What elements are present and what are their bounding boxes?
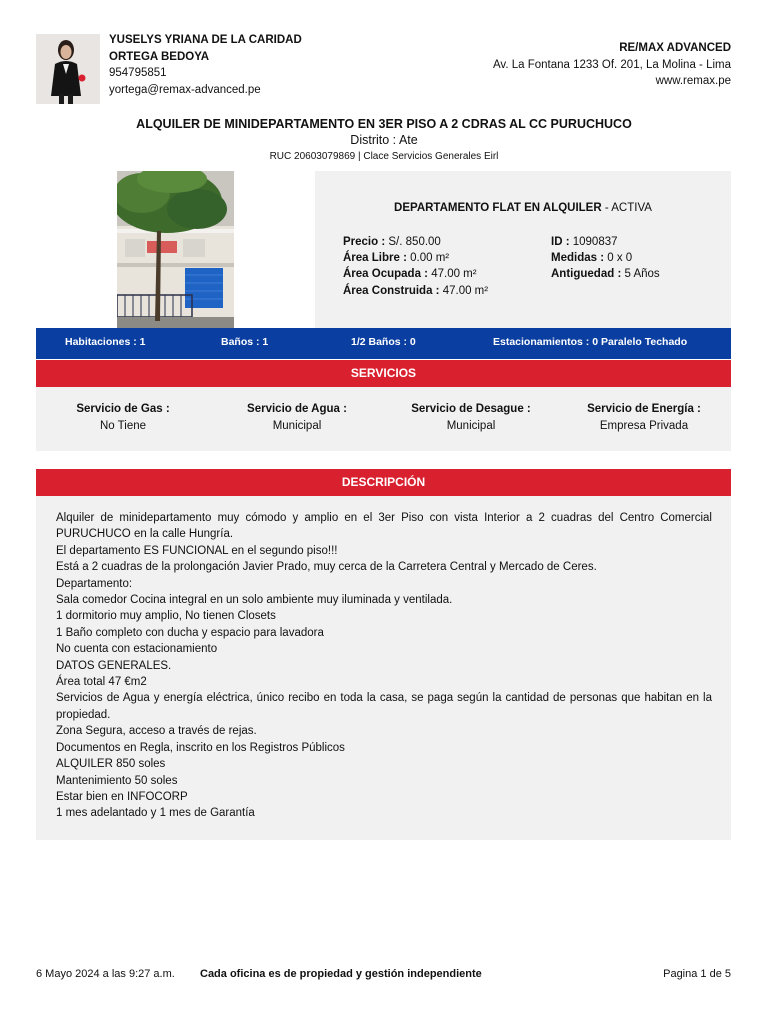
feature-banos: Baños : 1 [221, 336, 269, 348]
description-line: 1 Baño completo con ducha y espacio para lavadora [56, 626, 324, 639]
service-desague [384, 401, 558, 435]
description-line: No cuenta con estacionamiento [56, 643, 218, 656]
feature-medio-banos: 1/2 Baños : 0 [351, 336, 416, 348]
description-line: Área total 47 €m2 [56, 676, 147, 689]
detail-area-construida [343, 283, 488, 300]
listing-title: ALQUILER DE MINIDEPARTAMENTO EN 3ER PISO A 2 CDRAS AL CC PURUCHUCO [136, 117, 632, 131]
service-gas-label: Servicio de Gas : [76, 403, 170, 415]
service-energia-value: Empresa Privada [599, 420, 689, 432]
detail-area-ocupada [343, 266, 477, 283]
listing-status: - ACTIVA [604, 202, 652, 214]
listing-ruc: RUC 20603079869 | Clace Servicios Generales Eirl [269, 151, 499, 162]
detail-medidas [551, 250, 632, 267]
description-line: Zona Segura, acceso a través de rejas. [56, 725, 257, 738]
office-name: RE/MAX ADVANCED [619, 42, 731, 54]
area-ocupada-label: Área Ocupada : [343, 268, 428, 280]
district-label: Distrito : [350, 133, 397, 147]
services-panel [36, 387, 731, 451]
id-value: 1090837 [572, 236, 618, 248]
precio-value: S/. 850.00 [388, 236, 441, 248]
detail-area-libre [343, 250, 449, 267]
agent-email: yortega@remax-advanced.pe [109, 83, 261, 96]
summary-panel [315, 171, 731, 328]
description-line: Documentos en Regla, inscrito en los Registros Públicos [56, 741, 345, 754]
description-text [56, 510, 712, 822]
feature-habitaciones: Habitaciones : 1 [65, 336, 146, 348]
feature-estacionamientos: Estacionamientos : 0 Paralelo Techado [493, 336, 688, 348]
footer-notice: Cada oficina es de propiedad y gestión independiente [200, 968, 482, 980]
description-line: Servicios de Agua y energía eléctrica, único recibo en toda la casa, se paga según la cantidad de personas que habitan en la propiedad. [56, 692, 712, 721]
area-libre-label: Área Libre : [343, 252, 407, 264]
description-line: Sala comedor Cocina integral en un solo ambiente muy iluminada y ventilada. [56, 594, 453, 607]
service-desague-value: Municipal [446, 420, 496, 432]
service-energia [557, 401, 731, 435]
agent-name: YUSELYS YRIANA DE LA CARIDAD ORTEGA BEDOYA [109, 34, 302, 63]
service-agua-value: Municipal [272, 420, 322, 432]
description-line: ALQUILER 850 soles [56, 758, 166, 771]
description-line: Alquiler de minidepartamento muy cómodo y amplio en el 3er Piso con vista Interior a 2 cuadras del Centro Comercial PURUCHUCO en la calle Hungría. [56, 512, 712, 541]
description-line: Está a 2 cuadras de la prolongación Javier Prado, muy cerca de la Carretera Central y Mercado de Ceres. [56, 561, 597, 574]
service-agua [210, 401, 384, 435]
agent-info [109, 32, 324, 98]
area-libre-value: 0.00 m² [410, 252, 450, 264]
area-construida-value: 47.00 m² [442, 285, 489, 297]
property-type-heading [315, 202, 731, 214]
description-line: 1 mes adelantado y 1 mes de Garantía [56, 807, 255, 820]
office-info [493, 40, 731, 90]
antiguedad-label: Antiguedad : [551, 268, 622, 280]
service-energia-label: Servicio de Energía : [587, 403, 701, 415]
service-desague-label: Servicio de Desague : [411, 403, 531, 415]
office-address: Av. La Fontana 1233 Of. 201, La Molina - Lima [492, 58, 731, 71]
service-agua-label: Servicio de Agua : [247, 403, 347, 415]
features-bar [36, 328, 731, 359]
detail-antiguedad [551, 266, 660, 283]
description-line: Mantenimiento 50 soles [56, 774, 178, 787]
agent-photo [36, 34, 100, 104]
footer-page: Pagina 1 de 5 [663, 968, 731, 980]
detail-id [551, 234, 618, 251]
office-website: www.remax.pe [655, 75, 731, 87]
area-ocupada-value: 47.00 m² [431, 268, 477, 280]
listing-district [0, 133, 768, 147]
description-line: Estar bien en INFOCORP [56, 790, 188, 803]
area-construida-label: Área Construida : [343, 285, 440, 297]
district-value: Ate [398, 133, 418, 147]
description-panel [36, 496, 731, 840]
description-line: DATOS GENERALES. [56, 659, 172, 672]
service-gas-value: No Tiene [99, 420, 147, 432]
antiguedad-value: 5 Años [624, 268, 660, 280]
description-line: Departamento: [56, 577, 133, 590]
property-photo [117, 171, 234, 328]
precio-label: Precio : [343, 236, 386, 248]
description-line: 1 dormitorio muy amplio, No tienen Closets [56, 610, 276, 623]
medidas-label: Medidas : [551, 252, 605, 264]
footer-date: 6 Mayo 2024 a las 9:27 a.m. [36, 968, 175, 980]
description-line: El departamento ES FUNCIONAL en el segundo piso!!! [56, 544, 338, 557]
medidas-value: 0 x 0 [607, 252, 633, 264]
service-gas [36, 401, 210, 435]
id-label: ID : [551, 236, 570, 248]
agent-phone: 954795851 [109, 67, 167, 79]
property-type: DEPARTAMENTO FLAT EN ALQUILER [394, 202, 602, 214]
detail-precio [343, 234, 441, 251]
description-heading: DESCRIPCIÓN [36, 469, 731, 496]
services-heading: SERVICIOS [36, 360, 731, 387]
